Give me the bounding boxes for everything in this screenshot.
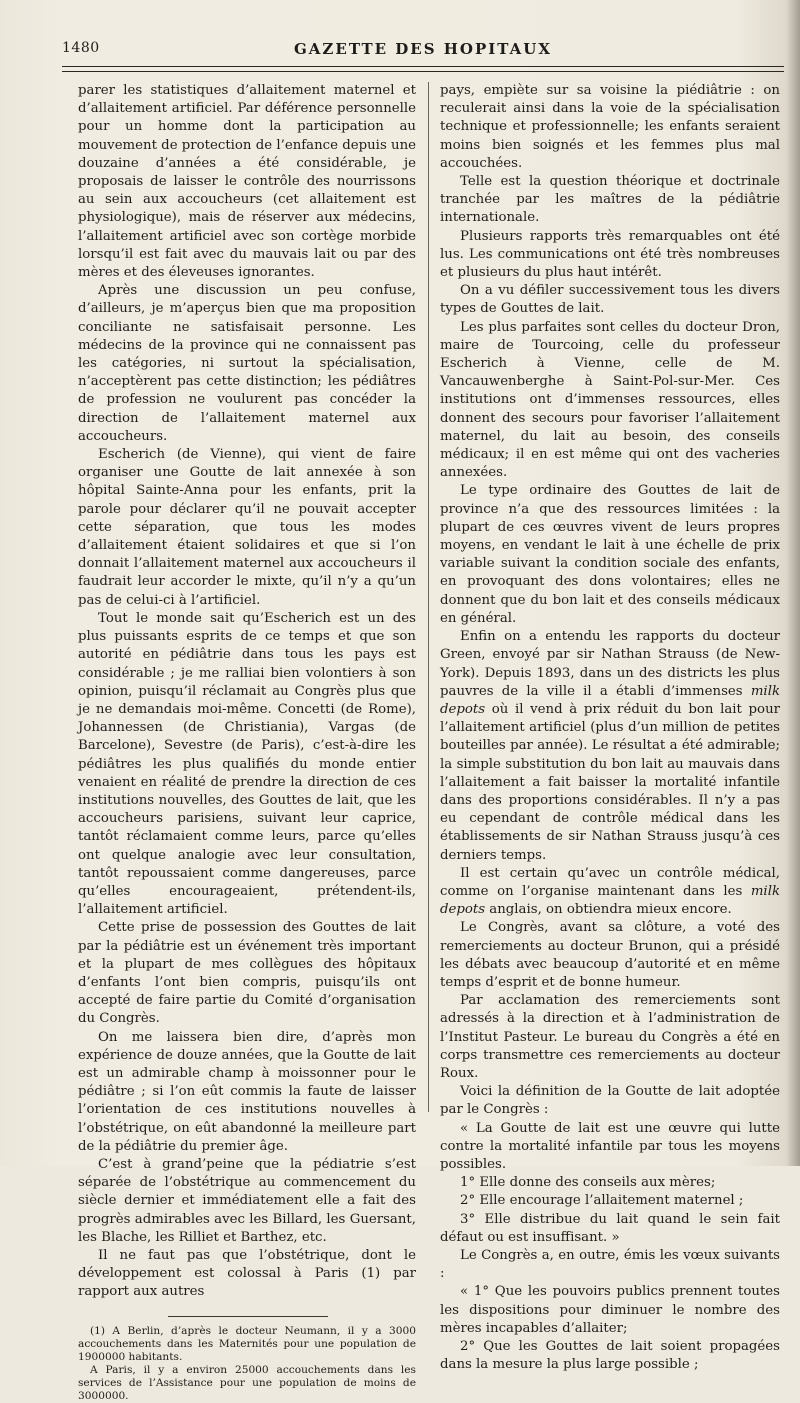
page-edge-shadow xyxy=(786,0,800,1166)
text-run: Enfin on a entendu les rapports du docteur Green, envoyé par sir Nathan Strauss (de New-York). Depuis 1893, dans un des districts les plus pauvres de la ville il a établi d’immenses xyxy=(440,629,780,699)
paragraph: Il ne faut pas que l’obstétrique, dont le développement est colossal à Paris (1) par rapport aux autres xyxy=(78,1248,416,1300)
paragraph: Le type ordinaire des Gouttes de lait de province n’a que des ressources limitées : la plupart de ces œuvres vivent de leurs propres moyens, en vendant le lait à une échelle de prix variable suivant la condition sociale des enfants, en provoquant des dons volontaires; elles ne donnent que du bon lait et des conseils médicaux en général. xyxy=(440,483,780,626)
header-rule-top xyxy=(62,66,784,67)
green-report-paragraph xyxy=(440,628,780,865)
paragraph: Le Congrès, avant sa clôture, a voté des remerciements au docteur Brunon, qui a présidé les débats avec beaucoup d’autorité et en même temps d’esprit et de bonne humeur. xyxy=(440,920,780,990)
wish-item: « 1° Que les pouvoirs publics prennent toutes les dispositions pour diminuer le nombre des mères incapables d’allaiter; xyxy=(440,1284,780,1336)
text-run: anglais, on obtiendra mieux encore. xyxy=(485,902,732,918)
paragraph: Telle est la question théorique et doctrinale tranchée par les maîtres de la pédiâtrie internationale. xyxy=(440,174,780,226)
right-column xyxy=(440,82,780,1374)
definition-item: 1° Elle donne des conseils aux mères; xyxy=(460,1175,716,1191)
footnote: (1) A Berlin, d’après le docteur Neumann, il y a 3000 accouchements dans les Maternités pour une population de 1900000 habitants. xyxy=(78,1324,416,1363)
page-header xyxy=(62,38,784,64)
page-number: 1480 xyxy=(62,40,100,56)
paragraph: Les plus parfaites sont celles du docteur Dron, maire de Tourcoing, celle du professeur Escherich à Vienne, celle de M. Vancauwenberghe à Saint-Pol-sur-Mer. Ces institutions ont d’immenses ressources, elles donnent des secours pour favoriser l’allaitement maternel, du lait au besoin, des conseils médicaux; il en est même qui ont des vacheries annexées. xyxy=(440,319,780,481)
paragraph: Voici la définition de la Goutte de lait adoptée par le Congrès : xyxy=(440,1084,780,1118)
wish-item: 2° Que les Gouttes de lait soient propagées dans la mesure la plus large possible ; xyxy=(440,1339,780,1373)
footnotes xyxy=(78,1325,416,1403)
paragraph: On a vu défiler successivement tous les divers types de Gouttes de lait. xyxy=(440,283,780,317)
paragraph: On me laissera bien dire, d’après mon expérience de douze années, que la Goutte de lait est un admirable champ à moissonner pour le pédiâtre ; si l’on eût commis la faute de laisser l’orientation de ces institutions nouvelles à l’obstétrique, on eût abandonné la meilleure part de la pédiâtrie du premier âge. xyxy=(78,1029,416,1154)
text-run: où il vend à prix réduit du bon lait pour l’allaitement artificiel (plus d’un million de petites bouteilles par année). Le résultat a été admirable; la simple substitution du bon lait au mauvais dans l’allaitement a fait baisser la mortalité infantile dans des proportions considérables. Il n’y a pas eu cependant de contrôle médical dans les établissements de sir Nathan Strauss jusqu’à ces derniers temps. xyxy=(440,701,780,863)
paragraph: Plusieurs rapports très remarquables ont été lus. Les communications ont été très nombreuses et plusieurs du plus haut intérêt. xyxy=(440,228,780,281)
footnote-rule xyxy=(168,1316,328,1317)
footnote: A Paris, il y a environ 25000 accouchements dans les services de l’Assistance pour une population de moins de 3000000. xyxy=(78,1363,416,1402)
italic-term: milk depots xyxy=(440,883,780,918)
definition-item: 3° Elle distribue du lait quand le sein fait défaut ou est insuffisant. » xyxy=(440,1211,780,1245)
paragraph: Après une discussion un peu confuse, d’ailleurs, je m’aperçus bien que ma proposition conciliante ne satisfaisait personne. Les médecins de la province qui ne connaissent pas les catégories, ni surtout la spécialisation, n’acceptèrent pas cette distinction; les pédiâtres de profession ne voulurent pas concéder la direction de l’allaitement maternel aux accoucheurs. xyxy=(78,283,416,444)
definition-item: 2° Elle encourage l’allaitement maternel ; xyxy=(460,1193,744,1209)
paragraph: Par acclamation des remerciements sont adressés à la direction et à l’administration de l’Institut Pasteur. Le bureau du Congrès a été en corps transmettre ces remerciements au docteur Roux. xyxy=(440,993,780,1081)
paragraph: Le Congrès a, en outre, émis les vœux suivants : xyxy=(440,1248,780,1282)
italic-term: milk depots xyxy=(440,683,780,717)
paragraph: C’est à grand’peine que la pédiatrie s’est séparée de l’obstétrique au commencement du siècle dernier et immédiatement elle a fait des progrès admirables avec les Billard, les Guersant, les Blache, les Rilliet et Barthez, etc. xyxy=(78,1156,416,1245)
paragraph: Escherich (de Vienne), qui vient de faire organiser une Goutte de lait annexée à son hôpital Sainte-Anna pour les enfants, prit la parole pour déclarer qu’il ne pouvait accepter cette séparation, que tous les modes d’allaitement étaient solidaires et que si l’on donnait l’allaitement maternel aux accoucheurs il faudrait leur accorder le mixte, qu’il n’y a qu’un pas de celui-ci à l’artificiel. xyxy=(78,447,416,608)
journal-title: GAZETTE DES HOPITAUX xyxy=(293,40,552,58)
paragraph: pays, empiète sur sa voisine la piédiâtrie : on reculerait ainsi dans la voie de la spécialisation technique et professionnelle; les enfants seraient moins bien soignés et les femmes plus mal accouchées. xyxy=(440,83,780,171)
left-column xyxy=(78,82,416,1403)
definition-quote: « La Goutte de lait est une œuvre qui lutte contre la mortalité infantile par tous les moyens possibles. xyxy=(440,1120,780,1172)
header-rule-bottom xyxy=(62,71,784,72)
column-divider xyxy=(428,82,429,1112)
paragraph: Cette prise de possession des Gouttes de lait par la pédiâtrie est un événement très important et la plupart de mes collègues des hôpitaux d’enfants l’ont bien compris, puisqu’ils ont accepté de faire partie du Comité d’organisation du Congrès. xyxy=(78,920,416,1027)
text-run: Il est certain qu’avec un contrôle médical, comme on l’organise maintenant dans les xyxy=(440,865,780,899)
paragraph: parer les statistiques d’allaitement maternel et d’allaitement artificiel. Par déférence personnelle pour un homme dont la participation au mouvement de protection de l’enfance depuis une douzaine d’années a été considérable, je proposais de laisser le contrôle des nourrissons au sein aux accoucheurs (cet allaitement est physiologique), mais de réserver aux médecins, l’allaitement artificiel avec son cortège morbide lorsqu’il est fait avec du mauvais lait ou par des mères et des éleveuses ignorantes. xyxy=(78,83,416,281)
medical-control-paragraph xyxy=(440,865,780,920)
paragraph: Tout le monde sait qu’Escherich est un des plus puissants esprits de ce temps et que son autorité en pédiâtrie dans tous les pays est considérable ; je me ralliai bien volontiers à son opinion, puisqu’il réclamait au Congrès plus que je ne demandais moi-même. Concetti (de Rome), Johannessen (de Christiania), Vargas (de Barcelone), Sevestre (de Paris), c’est-à-dire les pédiâtres les plus qualifiés du monde entier venaient en réalité de prendre la direction de ces institutions nouvelles, des Gouttes de lait, que les accoucheurs parisiens, suivant leur caprice, tantôt réclamaient comme leurs, parce qu’elles ont quelque analogie avec leur consultation, tantôt repoussaient comme dangereuses, parce qu’elles encourageaient, prétendent-ils, l’allaitement artificiel. xyxy=(78,610,416,918)
